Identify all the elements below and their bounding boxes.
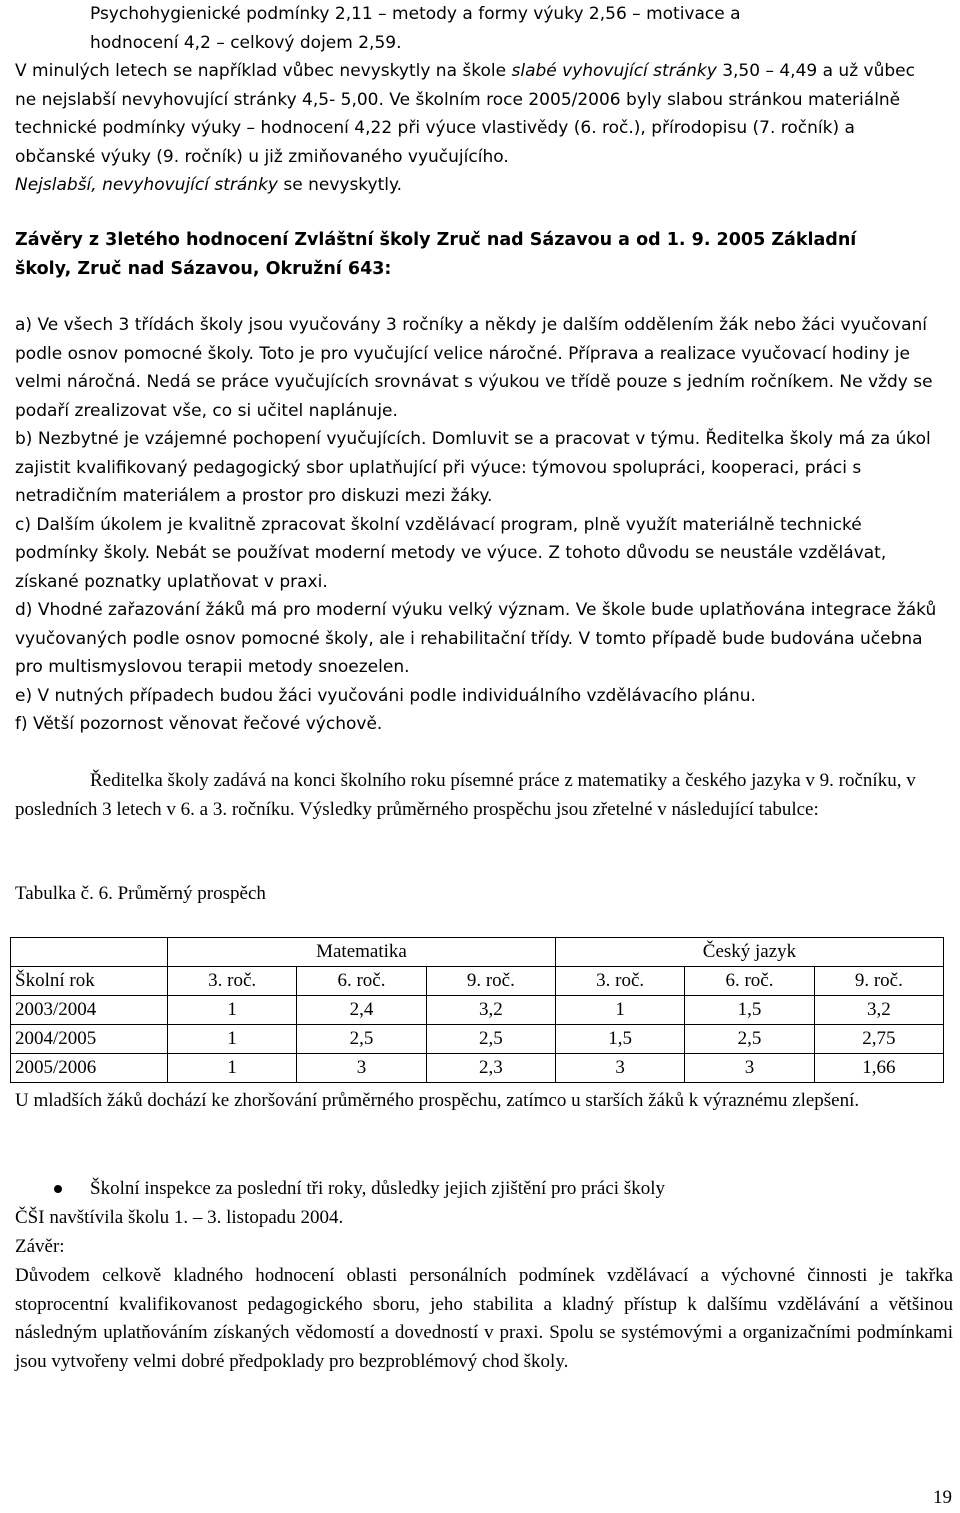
table-cell: 1 [168,1054,297,1083]
conclusion-item-b: b) Nezbytné je vzájemné pochopení vyučujících. Domluvit se a pracovat v týmu. Ředitelka školy má za úkol zajistit kvalifikovaný pedagogický sbor uplatňující při výuce: týmovou spolupráci, kooperaci, práci s netradičním materiálem a prostor pro diskuzi mezi žáky. [15,429,931,506]
table-cell: 1,5 [685,996,814,1025]
table-cell: 2,5 [685,1025,814,1054]
table-header-row [11,967,944,996]
intro-p3-italic: Nejslabší, nevyhovující stránky [15,175,278,195]
table-group-header-row [11,938,944,967]
column-header: 3. roč. [168,967,297,996]
table-row [11,996,944,1025]
intro-p2-text-b: 3,50 – 4,49 a už vůbec ne nejslabší nevyhovující stránky 4,5- 5,00. Ve školním roce 2005/2006 byly slabou stránkou materiálně technické podmínky výuky – hodnocení 4,22 při výuce vlastivědy (6. roč.), přírodopisu (7. ročník) a občanské výuky (9. ročník) u již zmiňovaného vyučujícího. [15,61,915,167]
conclusions-heading-line-2: školy, Zruč nad Sázavou, Okružní 643: [15,258,392,279]
group-header-math: Matematika [168,938,556,967]
table-row [11,1054,944,1083]
intro-p2-text-a: V minulých letech se například vůbec nevyskytly na škole [15,61,512,81]
table-cell: 1 [168,1025,297,1054]
conclusions-section [15,226,945,283]
intro-p2-italic: slabé vyhovující stránky [511,61,717,81]
table-cell-empty [11,938,168,967]
conclusion-item-e: e) V nutných případech budou žáci vyučováni podle individuálního vzdělávacího plánu. [15,685,756,706]
intro-paragraph-3 [15,171,955,200]
after-table-text: U mladších žáků dochází ke zhoršování průměrného prospěchu, zatímco u starších žáků k výraznému zlepšení. [15,1090,860,1111]
conclusion-item-a: a) Ve všech 3 třídách školy jsou vyučovány 3 ročníky a někdy je dalším oddělením žák nebo žáci vyučovaní podle osnov pomocné školy. Toto je pro vyučující velice náročné. Příprava a realizace vyučovací hodiny je velmi náročná. Nedá se práce vyučujících srovnávat s výukou ve třídě pouze s jedním ročníkem. Ne vždy se podaří zrealizovat vše, co si učitel naplánuje. [15,315,933,421]
table-cell: 1,5 [555,1025,684,1054]
intro-paragraph-2 [15,57,940,171]
inspection-conclusion-text: Důvodem celkově kladného hodnocení oblasti personálních podmínek vzdělávací a výchovné činnosti je takřka stoprocentní kvalifikovanost pedagogického sboru, jeho stabilita a kladný přístup k dalšímu vzdělávání a většinou následným uplatňováním získaných vědomostí a dovedností v praxi. Spolu se systémovými a organizačními podmínkami jsou vytvořeny velmi dobré předpoklady pro bezproblémový chod školy. [15,1265,953,1372]
conclusion-item-d: d) Vhodné zařazování žáků má pro moderní výuku velký význam. Ve škole bude uplatňována integrace žáků vyučovaných podle osnov pomocné školy, ale i rehabilitační třídy. V tomto případě bude budována učebna pro multismyslovou terapii metody snoezelen. [15,600,937,677]
group-header-czech: Český jazyk [555,938,943,967]
table-cell: 2,75 [814,1025,943,1054]
table-cell: 2,3 [426,1054,555,1083]
column-header: 6. roč. [297,967,426,996]
table-cell: 1 [555,996,684,1025]
inspection-bullet-text: Školní inspekce za poslední tři roky, důsledky jejich zjištění pro práci školy [90,1178,665,1199]
director-paragraph: Ředitelka školy zadává na konci školního roku písemné práce z matematiky a českého jazyka v 9. ročníku, v posledních 3 letech v 6. a 3. ročníku. Výsledky průměrného prospěchu jsou zřetelné v následující tabulce: [15,770,916,820]
table-cell: 1 [168,996,297,1025]
bullet-icon [54,1185,62,1193]
table-row [11,1025,944,1054]
inspection-visit-text: ČŠI navštívila školu 1. – 3. listopadu 2004. [15,1207,344,1228]
column-header: 6. roč. [685,967,814,996]
table-cell: 3,2 [814,996,943,1025]
table-cell: 2005/2006 [11,1054,168,1083]
conclusions-heading-line-1: Závěry z 3letého hodnocení Zvláštní školy Zruč nad Sázavou a od 1. 9. 2005 Základní [15,230,857,250]
intro-p3-text: se nevyskytly. [277,175,403,195]
column-header: 9. roč. [814,967,943,996]
inspection-conclusion-label: Závěr: [15,1236,65,1257]
table-cell: 2004/2005 [11,1025,168,1054]
table-cell: 3 [555,1054,684,1083]
column-header: 9. roč. [426,967,555,996]
table-cell: 2,4 [297,996,426,1025]
grades-table [10,937,944,1083]
table-cell: 3 [297,1054,426,1083]
table-cell: 3,2 [426,996,555,1025]
table-cell: 3 [685,1054,814,1083]
table-cell: 2,5 [297,1025,426,1054]
intro-line-1: Psychohygienické podmínky 2,11 – metody a formy výuky 2,56 – motivace a [90,4,741,24]
conclusion-item-f: f) Větší pozornost věnovat řečové výchově. [15,714,383,734]
table-cell: 2,5 [426,1025,555,1054]
page-number: 19 [933,1487,952,1508]
conclusions-list [15,311,945,739]
conclusion-item-c: c) Dalším úkolem je kvalitně zpracovat školní vzdělávací program, plně využít materiálně technické podmínky školy. Nebát se používat moderní metody ve výuce. Z tohoto důvodu se neustále vzdělávat, získané poznatky uplatňovat v praxi. [15,514,887,592]
intro-section [15,0,955,200]
table-cell: 2003/2004 [11,996,168,1025]
intro-line-2: hodnocení 4,2 – celkový dojem 2,59. [90,32,402,53]
table-caption: Tabulka č. 6. Průměrný prospěch [15,883,266,904]
column-header: 3. roč. [555,967,684,996]
column-header: Školní rok [11,967,168,996]
table-cell: 1,66 [814,1054,943,1083]
